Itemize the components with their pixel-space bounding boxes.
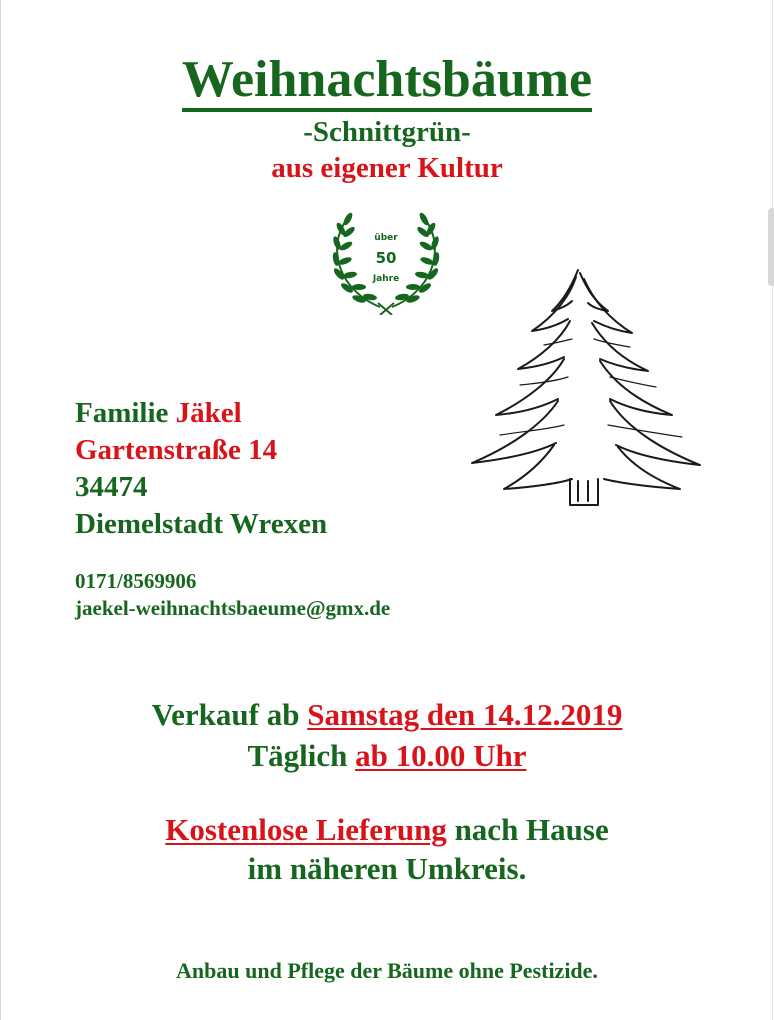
sale-date: Samstag den 14.12.2019 [307, 697, 623, 732]
flyer-title [0, 50, 774, 110]
family-prefix: Familie [75, 397, 169, 429]
footer-note: Anbau und Pflege der Bäume ohne Pestizide. [176, 958, 598, 983]
address-zip: 34474 [75, 471, 148, 503]
badge-line3: Jahre [372, 274, 400, 284]
christmas-tree-icon [460, 265, 710, 535]
flyer-subtitle: -Schnittgrün- [303, 116, 471, 148]
delivery-free-label: Kostenlose Lieferung [165, 812, 447, 847]
address-city: Diemelstadt Wrexen [75, 508, 328, 540]
badge-line1: über [374, 233, 398, 243]
sale-prefix: Verkauf ab [151, 697, 300, 732]
sale-time: ab 10.00 Uhr [355, 738, 527, 773]
laurel-wreath-icon [330, 207, 442, 315]
scroll-indicator[interactable] [768, 208, 774, 286]
contact-email: jaekel-weihnachtsbaeume@gmx.de [75, 596, 391, 620]
family-name: Jäkel [175, 397, 242, 429]
badge-line2: 50 [375, 249, 397, 267]
flyer-title-text: Weihnachtsbäume [182, 51, 592, 112]
sale-daily-prefix: Täglich [247, 738, 348, 773]
address-street: Gartenstraße 14 [75, 434, 278, 466]
delivery-suffix: nach Hause [454, 812, 609, 847]
delivery-line-1 [0, 812, 774, 848]
sale-line-1 [0, 697, 774, 733]
address-family [75, 397, 242, 430]
contact-phone: 0171/8569906 [75, 569, 197, 593]
delivery-line-2: im näheren Umkreis. [247, 851, 527, 886]
flyer-tagline: aus eigener Kultur [271, 152, 503, 184]
sale-line-2 [0, 738, 774, 774]
